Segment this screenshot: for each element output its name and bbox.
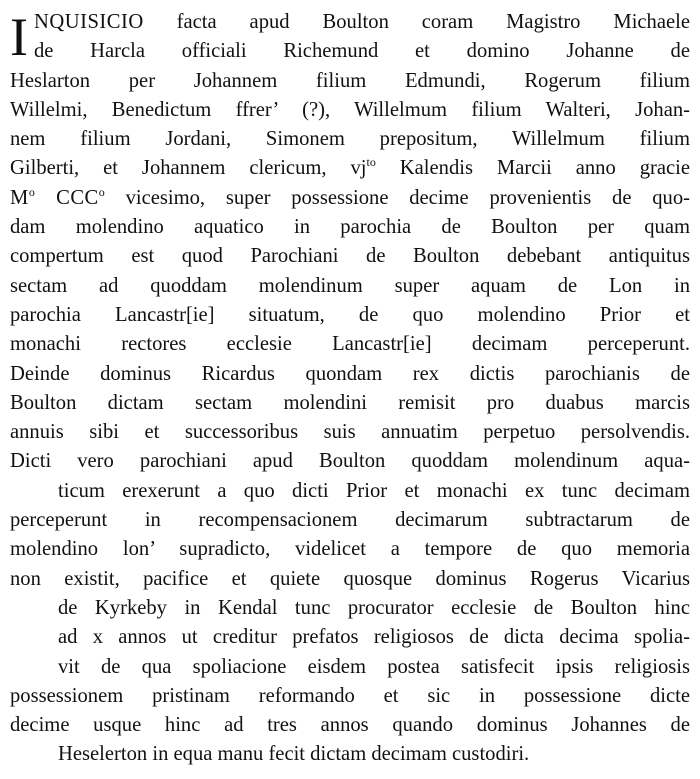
text-line	[10, 506, 690, 535]
text-segment: monachi rectores ecclesie Lancastr[ie] decimam perceperunt.	[10, 333, 690, 356]
text-segment: non existit, pacifice et quiete quosque dominus Rogerus Vicarius	[10, 567, 690, 590]
text-line	[10, 96, 690, 125]
text-line	[10, 360, 690, 389]
opening-word: NQUISICIO	[33, 11, 144, 33]
text-segment: facta apud Boulton coram Magistro Michaele	[143, 11, 690, 33]
text-segment: Deinde dominus Ricardus quondam rex dictis parochianis de	[10, 362, 690, 385]
text-segment: compertum est quod Parochiani de Boulton debebant antiquitus	[10, 245, 690, 268]
text-line	[10, 330, 690, 359]
text-line	[10, 67, 690, 96]
superscript: o	[28, 184, 35, 199]
text-segment: Dicti vero parochiani apud Boulton quoddam molendinum aqua-	[10, 450, 690, 473]
superscript: o	[98, 184, 105, 199]
text-segment: Heselerton in equa manu fecit dictam decimam custodiri.	[58, 743, 530, 766]
roman-numeral: M	[10, 186, 29, 209]
text-segment: decime usque hinc ad tres annos quando dominus Johannes de	[10, 714, 690, 737]
text-line	[10, 389, 690, 418]
text-line	[10, 184, 690, 213]
text-line	[10, 242, 690, 271]
text-line	[10, 154, 690, 183]
text-segment: ad x annos ut creditur prefatos religiosos de dicta decima spolia-	[58, 626, 690, 649]
text-segment: molendino lon’ supradicto, videlicet a tempore de quo memoria	[10, 538, 690, 561]
text-segment: Boulton dictam sectam molendini remisit pro duabus marcis	[10, 391, 690, 414]
text-segment: Willelmi, Benedictum ffrer’ (?), Willelmum filium Walteri, Johan-	[10, 98, 690, 121]
text-line	[34, 37, 690, 66]
text-segment: de Kyrkeby in Kendal tunc procurator ecclesie de Boulton hinc	[58, 596, 690, 619]
text-segment: annuis sibi et successoribus suis annuatim perpetuo persolvendis.	[10, 421, 690, 444]
text-segment: sectam ad quoddam molendinum super aquam de Lon in	[10, 274, 690, 297]
text-line	[10, 740, 690, 769]
drop-cap: I	[10, 7, 28, 67]
text-line	[10, 272, 690, 301]
text-segment: Heslarton per Johannem filium Edmundi, Rogerum filium	[10, 69, 690, 92]
text-segment: Kalendis Marcii anno gracie	[375, 157, 690, 180]
text-segment: vit de qua spoliacione eisdem postea satisfecit ipsis religiosis	[58, 655, 690, 678]
roman-numeral: CCC	[34, 186, 99, 209]
text-line	[10, 682, 690, 711]
text-segment: perceperunt in recompensacionem decimarum subtractarum de	[10, 509, 690, 532]
text-segment: nem filium Jordani, Simonem prepositum, Willelmum filium	[10, 128, 690, 151]
text-line	[10, 418, 690, 447]
superscript: to	[366, 155, 376, 170]
text-line	[10, 594, 690, 623]
text-line	[10, 653, 690, 682]
text-line	[10, 477, 690, 506]
text-segment: Gilberti, et Johannem clericum, vj	[10, 157, 367, 180]
text-line	[10, 711, 690, 740]
text-line	[10, 565, 690, 594]
text-segment: vicesimo, super possessione decime provenientis de quo-	[104, 186, 690, 209]
text-line	[10, 213, 690, 242]
text-line	[10, 447, 690, 476]
text-segment: possessionem pristinam reformando et sic in possessione dicte	[10, 684, 690, 707]
text-line	[34, 8, 690, 37]
text-segment: de Harcla officiali Richemund et domino Johanne de	[33, 40, 690, 63]
text-segment: parochia Lancastr[ie] situatum, de quo molendino Prior et	[10, 303, 690, 326]
text-line	[10, 535, 690, 564]
text-line	[10, 623, 690, 652]
text-segment: ticum erexerunt a quo dicti Prior et monachi ex tunc decimam	[58, 479, 690, 502]
text-line	[10, 125, 690, 154]
text-line	[10, 301, 690, 330]
text-segment: dam molendino aquatico in parochia de Boulton per quam	[10, 216, 690, 239]
inquisition-paragraph	[10, 8, 690, 770]
